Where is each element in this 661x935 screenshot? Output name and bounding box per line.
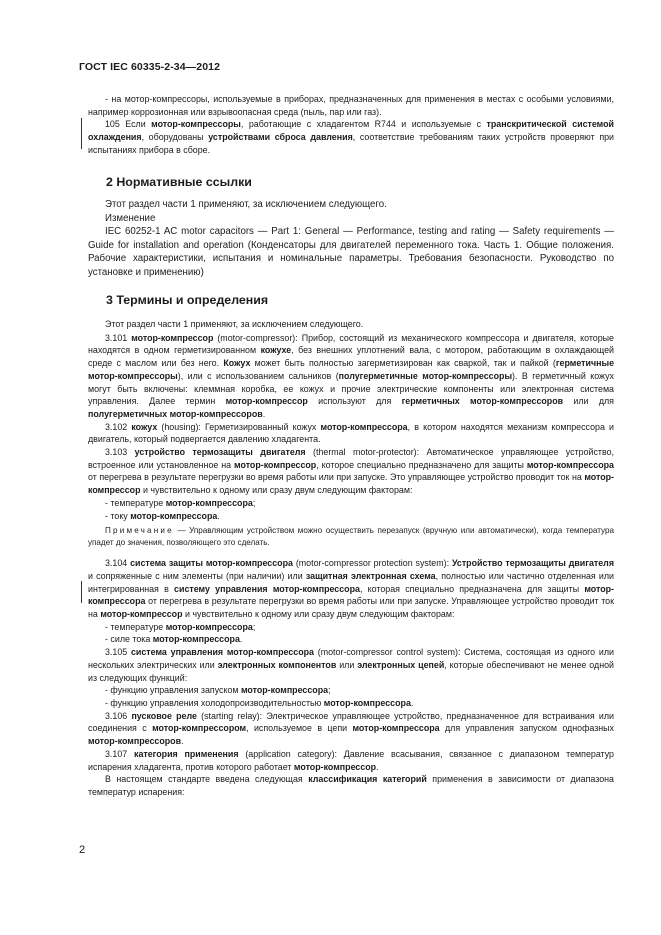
bold-term: электронных компонентов — [217, 659, 337, 670]
paragraph-105 — [88, 118, 614, 156]
bold-term: мотор-компрессор — [88, 472, 614, 496]
text-run: используют для — [307, 396, 402, 407]
list-item — [88, 684, 614, 697]
text-run: или — [336, 659, 358, 670]
bold-term: Кожух — [223, 358, 251, 369]
text-run: от перегрева в результате перегрузки во время работы или при запуске. Управляющее устройство проводит ток на — [88, 596, 614, 620]
text-run: (application category): Давление всасывания, связанное с диапазоном температур испарения хладагента, против которого работает — [88, 748, 614, 772]
text-run: , которые обеспечивают не менее одной из следующих функций: — [88, 659, 614, 683]
definition-3-101 — [88, 332, 614, 421]
text-run: (motor-compressor protection system): — [292, 558, 452, 569]
text-run: 3.102 — [105, 421, 132, 432]
bold-term: мотор-компрессор — [234, 459, 317, 470]
list-item — [88, 633, 614, 646]
bold-term: систему управления мотор-компрессора — [174, 583, 360, 594]
text-run: ; — [252, 621, 256, 632]
text-run: ; — [328, 685, 331, 696]
bold-term: кожух — [131, 421, 158, 432]
section-2-title: 2 Нормативные ссылки — [106, 175, 252, 189]
text-run: , используемое в цепи — [246, 723, 353, 734]
text-run: (starting relay): Электрическое управляющее устройство, предназначенное для встраивания или соединения с — [88, 710, 614, 734]
section-2-change-label: Изменение — [105, 212, 156, 224]
bold-term: категория применения — [134, 748, 239, 759]
document-header: ГОСТ IEC 60335-2-34—2012 — [79, 61, 221, 73]
note-text: — Управляющим устройством можно осуществить перезапуск (вручную или автоматически), когда температура упадет до значения, позволяющего это сделать. — [88, 526, 614, 548]
text-run: (housing): Герметизированный кожух — [157, 421, 321, 432]
text-run: ), или с использованием сальников ( — [177, 370, 339, 381]
bold-term: полугерметичные мотор-компрессоры — [338, 370, 513, 381]
text-run: . — [217, 510, 220, 521]
bold-term: мотор-компрессора — [88, 583, 615, 607]
list-item — [88, 497, 614, 510]
text-run: и сопряженные с ним элементы (при наличии) или — [88, 570, 306, 581]
text-run: , без внешних уплотнений вала, с мотором, работающим в охлаждающей среде с маслом или без него. — [88, 345, 615, 369]
text-run: . — [239, 634, 243, 645]
bold-term: мотор-компрессоры — [151, 119, 241, 130]
text-run: может быть полностью загерметизирован как сваркой, так и пайкой ( — [250, 358, 556, 369]
text-run: 3.107 — [105, 748, 135, 759]
text-run: . — [181, 736, 184, 747]
bold-term: мотор-компрессор — [293, 761, 377, 772]
bold-term: мотор-компрессоров — [88, 736, 182, 747]
text-run: или для — [563, 396, 614, 407]
top-block — [88, 93, 614, 157]
text-run: , в котором находятся механизм компрессора и двигатель, который подвергается давлению хладагента. — [88, 421, 614, 445]
bold-term: мотор-компрессором — [152, 723, 247, 734]
text-run: , работающие с хладагентом R744 и используемые с — [240, 119, 487, 130]
bold-term: герметичные мотор-компрессоры — [88, 358, 615, 381]
bold-term: мотор-компрессор — [100, 609, 183, 620]
definition-3-102 — [88, 421, 614, 446]
bold-term: устройство термозащиты двигателя — [134, 447, 306, 458]
text-run: - функцию управления холодопроизводительностью — [105, 697, 324, 708]
section-3-body — [88, 318, 614, 799]
bold-term: устройствами сброса давления — [208, 132, 353, 143]
bold-term: мотор-компрессора — [323, 697, 411, 708]
bold-term: мотор-компрессора — [352, 723, 440, 734]
bold-term: система защиты мотор-компрессора — [130, 558, 293, 569]
text-run: . — [376, 761, 379, 772]
note-paragraph — [88, 525, 614, 549]
text-run: - функцию управления запуском — [105, 685, 241, 696]
change-bar — [81, 118, 82, 149]
note-label: Примечание — [105, 526, 174, 536]
definition-3-106 — [88, 710, 614, 748]
section-2-body — [88, 198, 614, 280]
change-bar — [81, 581, 82, 603]
list-item — [88, 510, 614, 523]
text-run: 3.103 — [105, 447, 135, 458]
text-run: для управления запуском однофазных — [439, 723, 614, 734]
definition-3-105 — [88, 646, 614, 684]
text-run: , полностью или частично отделенная или интегрированная в — [88, 570, 615, 594]
definition-3-107 — [88, 748, 614, 773]
section-2-intro: Этот раздел части 1 применяют, за исключением следующего. — [105, 199, 387, 210]
bold-term: транскритической системой охлаждения — [88, 119, 615, 143]
text-run: 3.105 — [105, 647, 131, 658]
text-run: , которая специально предназначена для защиты — [359, 583, 585, 594]
page-number: 2 — [79, 844, 86, 856]
text-run: (thermal motor-protector): Автоматическое управляющее устройство, встроенное или установленное на — [88, 447, 614, 470]
text-run: (motor-compressor control system): Система, состоящая из одного или нескольких электрических или — [88, 647, 614, 670]
bold-term: электронных цепей — [357, 659, 445, 670]
section-2-reference: IEC 60252-1 AC motor capacitors — Part 1: General — Performance, testing and rating — Safety requirements — Guide for installation and operation (Конденсаторы для двигателей переменного тока. Часть 1. Общие положения. Рабочие характеристики, испытания и номинальные параметры. Требования безопасности. Руководство по установке и применению) — [88, 226, 614, 278]
text-run: 105 Если — [105, 119, 152, 130]
bold-term: мотор-компрессора — [165, 497, 253, 508]
text-run: ; — [252, 497, 256, 508]
text-run: и чувствительно к одному или сразу двум следующим факторам: — [140, 485, 413, 496]
list-item — [88, 621, 614, 634]
text-run: , оборудованы — [141, 132, 209, 143]
text-run: - температуре — [105, 497, 166, 508]
bold-term: мотор-компрессора — [526, 459, 614, 470]
text-run: и чувствительно к одному или сразу двум следующим факторам: — [182, 609, 455, 620]
definition-3-103 — [88, 446, 614, 497]
text-run: , соответствие требованиям таких устройств проверяют при испытаниях прибора в сборе. — [88, 132, 615, 155]
text-run: применения в зависимости от диапазона температур испарения: — [88, 774, 614, 797]
text-run: , которое специально предназначено для защиты — [316, 459, 527, 470]
bold-term: мотор-компрессора — [130, 510, 218, 521]
closing-paragraph — [88, 773, 614, 798]
scope-paragraph: - на мотор-компрессоры, используемые в приборах, предназначенных для применения в местах с особыми условиями, например коррозионная или взрывоопасная среда (пыль, пар или газ). — [88, 94, 614, 117]
bold-term: герметичных мотор-компрессоров — [401, 396, 564, 407]
bold-term: мотор-компрессора — [240, 685, 329, 696]
text-run: (motor-compressor): Прибор, состоящий из механического компрессора и двигателя, которые находятся в одном герметизированном — [88, 332, 614, 356]
bold-term: мотор-компрессора — [320, 421, 408, 432]
text-run: от перегрева в результате перегрузки во время работы или при запуске. Это управляющее устройство проводит ток на — [88, 472, 585, 483]
text-run: 3.101 — [105, 332, 132, 343]
section-3-intro: Этот раздел части 1 применяют, за исключением следующего. — [105, 319, 364, 329]
bold-term: Устройство термозащиты двигателя — [451, 558, 614, 569]
bold-term: кожухе — [260, 345, 292, 356]
section-3-title: 3 Термины и определения — [106, 293, 269, 307]
bold-term: мотор-компрессор — [225, 396, 308, 407]
text-run: В настоящем стандарте введена следующая — [105, 774, 309, 785]
list-item — [88, 697, 614, 710]
text-run: - току — [105, 510, 131, 521]
text-run: - силе тока — [105, 634, 153, 645]
bold-term: мотор-компрессор — [131, 332, 214, 343]
text-run: 3.104 — [105, 558, 131, 569]
text-run: - температуре — [105, 621, 166, 632]
bold-term: классификация категорий — [308, 774, 427, 785]
bold-term: пусковое реле — [131, 710, 197, 721]
text-run: . — [262, 408, 266, 419]
bold-term: система управления мотор-компрессора — [130, 647, 314, 658]
definition-3-104 — [88, 557, 614, 621]
bold-term: полугерметичных мотор-компрессоров — [88, 408, 263, 419]
text-run: ). В герметичный кожух могут быть включены: клеммная коробка, ее кожух и прочие электрические компоненты или электронная система управления. Далее термин — [88, 370, 614, 407]
text-run: . — [410, 697, 414, 708]
bold-term: защитная электронная схема — [305, 570, 436, 581]
text-run: 3.106 — [105, 710, 132, 721]
bold-term: мотор-компрессора — [152, 634, 240, 645]
bold-term: мотор-компрессора — [165, 621, 253, 632]
